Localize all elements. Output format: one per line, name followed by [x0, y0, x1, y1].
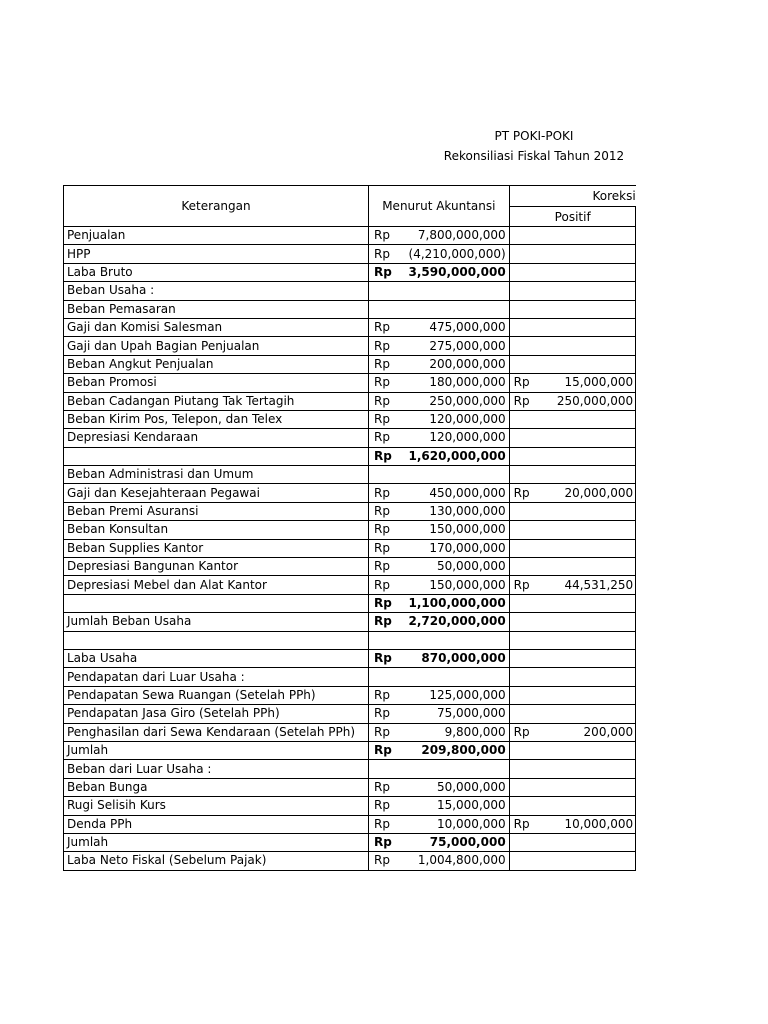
- correction-currency: [509, 337, 541, 355]
- currency-label: Rp: [369, 410, 406, 428]
- table-row: [64, 668, 636, 686]
- correction-currency: Rp: [509, 484, 541, 502]
- table-row: [64, 723, 636, 741]
- correction-currency: [509, 613, 541, 631]
- row-label: Beban Promosi: [64, 374, 369, 392]
- correction-value: [541, 686, 635, 704]
- row-label: Jumlah: [64, 833, 369, 851]
- correction-value: [541, 337, 635, 355]
- accounting-value: 450,000,000: [406, 484, 510, 502]
- accounting-value: 1,004,800,000: [406, 852, 510, 870]
- currency-label: Rp: [369, 245, 406, 263]
- accounting-value: 75,000,000: [406, 833, 510, 851]
- row-label: Pendapatan Jasa Giro (Setelah PPh): [64, 705, 369, 723]
- correction-value: [541, 594, 635, 612]
- accounting-value: 475,000,000: [406, 318, 510, 336]
- correction-currency: [509, 778, 541, 796]
- currency-label: Rp: [369, 852, 406, 870]
- row-label: Beban Cadangan Piutang Tak Tertagih: [64, 392, 369, 410]
- currency-label: Rp: [369, 337, 406, 355]
- currency-label: Rp: [369, 263, 406, 281]
- row-label: [64, 594, 369, 612]
- correction-currency: [509, 245, 541, 263]
- correction-value: [541, 649, 635, 667]
- accounting-value: 10,000,000: [406, 815, 510, 833]
- correction-value: [541, 631, 635, 649]
- table-row: [64, 539, 636, 557]
- correction-currency: [509, 282, 541, 300]
- currency-label: Rp: [369, 649, 406, 667]
- table-row: [64, 300, 636, 318]
- correction-value: [541, 797, 635, 815]
- currency-label: Rp: [369, 613, 406, 631]
- table-row: [64, 760, 636, 778]
- correction-value: [541, 852, 635, 870]
- row-label: Beban Administrasi dan Umum: [64, 466, 369, 484]
- row-label: [64, 447, 369, 465]
- reconciliation-table: [63, 185, 636, 871]
- row-label: Laba Neto Fiskal (Sebelum Pajak): [64, 852, 369, 870]
- table-row: [64, 705, 636, 723]
- accounting-value: 1,100,000,000: [406, 594, 510, 612]
- correction-currency: Rp: [509, 815, 541, 833]
- correction-currency: [509, 263, 541, 281]
- row-label: Laba Bruto: [64, 263, 369, 281]
- correction-currency: [509, 594, 541, 612]
- table-row: [64, 355, 636, 373]
- row-label: Jumlah Beban Usaha: [64, 613, 369, 631]
- currency-label: [369, 668, 406, 686]
- correction-currency: [509, 227, 541, 245]
- table-row: [64, 502, 636, 520]
- currency-label: Rp: [369, 576, 406, 594]
- currency-label: Rp: [369, 594, 406, 612]
- accounting-value: 7,800,000,000: [406, 227, 510, 245]
- currency-label: Rp: [369, 374, 406, 392]
- currency-label: Rp: [369, 741, 406, 759]
- correction-currency: Rp: [509, 392, 541, 410]
- correction-value: [541, 410, 635, 428]
- row-label: HPP: [64, 245, 369, 263]
- correction-value: [541, 778, 635, 796]
- header-positif: Positif: [509, 207, 636, 227]
- table-row: [64, 815, 636, 833]
- accounting-value: [406, 282, 510, 300]
- accounting-value: 130,000,000: [406, 502, 510, 520]
- table-row: [64, 631, 636, 649]
- correction-value: [541, 521, 635, 539]
- correction-currency: [509, 521, 541, 539]
- table-row: [64, 337, 636, 355]
- company-name: PT POKI-POKI: [494, 129, 574, 143]
- correction-currency: [509, 429, 541, 447]
- row-label: Beban Supplies Kantor: [64, 539, 369, 557]
- correction-value: [541, 539, 635, 557]
- row-label: Beban Kirim Pos, Telepon, dan Telex: [64, 410, 369, 428]
- correction-currency: [509, 631, 541, 649]
- accounting-value: 15,000,000: [406, 797, 510, 815]
- accounting-value: 120,000,000: [406, 429, 510, 447]
- correction-value: [541, 447, 635, 465]
- correction-currency: [509, 502, 541, 520]
- accounting-value: 200,000,000: [406, 355, 510, 373]
- table-row: [64, 374, 636, 392]
- accounting-value: 209,800,000: [406, 741, 510, 759]
- accounting-value: 1,620,000,000: [406, 447, 510, 465]
- accounting-value: 250,000,000: [406, 392, 510, 410]
- report-subtitle: Rekonsiliasi Fiskal Tahun 2012: [443, 149, 625, 163]
- accounting-value: (4,210,000,000): [406, 245, 510, 263]
- row-label: [64, 631, 369, 649]
- row-label: Beban Premi Asuransi: [64, 502, 369, 520]
- currency-label: Rp: [369, 318, 406, 336]
- accounting-value: [406, 631, 510, 649]
- row-label: Depresiasi Kendaraan: [64, 429, 369, 447]
- correction-value: [541, 300, 635, 318]
- table-row: [64, 410, 636, 428]
- correction-value: [541, 355, 635, 373]
- accounting-value: 180,000,000: [406, 374, 510, 392]
- correction-currency: [509, 649, 541, 667]
- row-label: Jumlah: [64, 741, 369, 759]
- row-label: Laba Usaha: [64, 649, 369, 667]
- currency-label: Rp: [369, 502, 406, 520]
- currency-label: [369, 282, 406, 300]
- table-row: [64, 318, 636, 336]
- row-label: Beban Konsultan: [64, 521, 369, 539]
- correction-currency: [509, 466, 541, 484]
- correction-value: [541, 502, 635, 520]
- correction-value: 250,000,000: [541, 392, 635, 410]
- currency-label: Rp: [369, 686, 406, 704]
- row-label: Depresiasi Mebel dan Alat Kantor: [64, 576, 369, 594]
- table-row: [64, 613, 636, 631]
- table-row: [64, 576, 636, 594]
- row-label: Beban Bunga: [64, 778, 369, 796]
- table-row: [64, 521, 636, 539]
- correction-currency: [509, 852, 541, 870]
- correction-value: [541, 429, 635, 447]
- currency-label: [369, 466, 406, 484]
- currency-label: Rp: [369, 539, 406, 557]
- accounting-value: [406, 760, 510, 778]
- table-row: [64, 741, 636, 759]
- accounting-value: 170,000,000: [406, 539, 510, 557]
- correction-value: [541, 282, 635, 300]
- table-row: [64, 263, 636, 281]
- accounting-value: 50,000,000: [406, 558, 510, 576]
- table-row: [64, 447, 636, 465]
- correction-value: [541, 263, 635, 281]
- currency-label: Rp: [369, 833, 406, 851]
- currency-label: Rp: [369, 429, 406, 447]
- header-akuntansi: Menurut Akuntansi: [369, 186, 510, 227]
- table-row: [64, 852, 636, 870]
- correction-currency: [509, 539, 541, 557]
- row-label: Beban Angkut Penjualan: [64, 355, 369, 373]
- row-label: Rugi Selisih Kurs: [64, 797, 369, 815]
- table-row: [64, 833, 636, 851]
- row-label: Pendapatan Sewa Ruangan (Setelah PPh): [64, 686, 369, 704]
- correction-currency: Rp: [509, 576, 541, 594]
- accounting-value: [406, 466, 510, 484]
- currency-label: [369, 760, 406, 778]
- table-row: [64, 466, 636, 484]
- correction-currency: [509, 447, 541, 465]
- correction-currency: [509, 355, 541, 373]
- accounting-value: [406, 668, 510, 686]
- table-row: [64, 686, 636, 704]
- accounting-value: 75,000,000: [406, 705, 510, 723]
- correction-value: [541, 558, 635, 576]
- correction-currency: [509, 797, 541, 815]
- table-row: [64, 245, 636, 263]
- row-label: Depresiasi Bangunan Kantor: [64, 558, 369, 576]
- correction-currency: [509, 300, 541, 318]
- accounting-value: 9,800,000: [406, 723, 510, 741]
- row-label: Beban dari Luar Usaha :: [64, 760, 369, 778]
- currency-label: Rp: [369, 723, 406, 741]
- row-label: Gaji dan Upah Bagian Penjualan: [64, 337, 369, 355]
- currency-label: [369, 631, 406, 649]
- correction-currency: [509, 741, 541, 759]
- row-label: Beban Usaha :: [64, 282, 369, 300]
- accounting-value: 870,000,000: [406, 649, 510, 667]
- accounting-value: 150,000,000: [406, 576, 510, 594]
- correction-currency: [509, 760, 541, 778]
- table-row: [64, 484, 636, 502]
- currency-label: Rp: [369, 797, 406, 815]
- currency-label: Rp: [369, 558, 406, 576]
- row-label: Penjualan: [64, 227, 369, 245]
- correction-value: [541, 318, 635, 336]
- correction-value: [541, 466, 635, 484]
- row-label: Denda PPh: [64, 815, 369, 833]
- accounting-value: 275,000,000: [406, 337, 510, 355]
- correction-currency: [509, 833, 541, 851]
- correction-value: 44,531,250: [541, 576, 635, 594]
- accounting-value: 2,720,000,000: [406, 613, 510, 631]
- row-label: Gaji dan Komisi Salesman: [64, 318, 369, 336]
- correction-currency: [509, 686, 541, 704]
- correction-value: 20,000,000: [541, 484, 635, 502]
- currency-label: Rp: [369, 778, 406, 796]
- table-row: [64, 429, 636, 447]
- correction-value: [541, 245, 635, 263]
- correction-currency: [509, 668, 541, 686]
- accounting-value: 150,000,000: [406, 521, 510, 539]
- currency-label: Rp: [369, 815, 406, 833]
- table-row: [64, 227, 636, 245]
- correction-value: [541, 741, 635, 759]
- table-row: [64, 558, 636, 576]
- currency-label: Rp: [369, 705, 406, 723]
- currency-label: [369, 300, 406, 318]
- currency-label: Rp: [369, 392, 406, 410]
- accounting-value: 120,000,000: [406, 410, 510, 428]
- correction-value: [541, 833, 635, 851]
- row-label: Beban Pemasaran: [64, 300, 369, 318]
- table-row: [64, 649, 636, 667]
- table-row: [64, 594, 636, 612]
- correction-currency: [509, 705, 541, 723]
- correction-value: [541, 227, 635, 245]
- table-row: [64, 392, 636, 410]
- correction-currency: [509, 318, 541, 336]
- correction-value: 10,000,000: [541, 815, 635, 833]
- table-row: [64, 797, 636, 815]
- table-row: [64, 282, 636, 300]
- accounting-value: [406, 300, 510, 318]
- accounting-value: 3,590,000,000: [406, 263, 510, 281]
- currency-label: Rp: [369, 447, 406, 465]
- accounting-value: 50,000,000: [406, 778, 510, 796]
- row-label: Gaji dan Kesejahteraan Pegawai: [64, 484, 369, 502]
- correction-value: 200,000: [541, 723, 635, 741]
- correction-value: 15,000,000: [541, 374, 635, 392]
- correction-currency: Rp: [509, 723, 541, 741]
- header-keterangan: Keterangan: [64, 186, 369, 227]
- header-koreksi: Koreksi: [509, 186, 636, 207]
- currency-label: Rp: [369, 484, 406, 502]
- currency-label: Rp: [369, 355, 406, 373]
- row-label: Pendapatan dari Luar Usaha :: [64, 668, 369, 686]
- currency-label: Rp: [369, 227, 406, 245]
- correction-value: [541, 613, 635, 631]
- currency-label: Rp: [369, 521, 406, 539]
- row-label: Penghasilan dari Sewa Kendaraan (Setelah PPh): [64, 723, 369, 741]
- correction-currency: [509, 558, 541, 576]
- correction-value: [541, 760, 635, 778]
- correction-currency: [509, 410, 541, 428]
- accounting-value: 125,000,000: [406, 686, 510, 704]
- correction-value: [541, 668, 635, 686]
- correction-value: [541, 705, 635, 723]
- table-row: [64, 778, 636, 796]
- correction-currency: Rp: [509, 374, 541, 392]
